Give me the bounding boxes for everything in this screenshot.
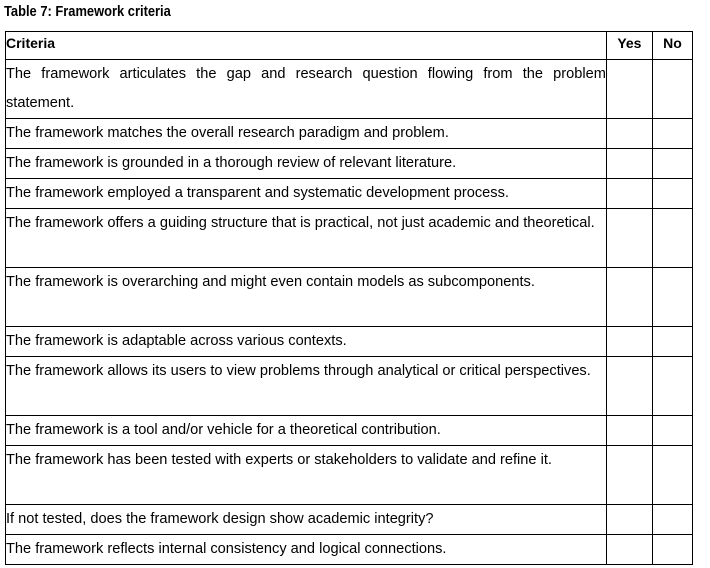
yes-checkbox-cell[interactable]	[606, 268, 652, 327]
no-checkbox-cell[interactable]	[652, 268, 692, 327]
yes-checkbox-cell[interactable]	[606, 60, 652, 119]
criteria-column-header: Criteria	[6, 32, 607, 60]
criterion-cell: The framework reflects internal consistency and logical connections.	[6, 535, 607, 565]
yes-column-header: Yes	[606, 32, 652, 60]
no-checkbox-cell[interactable]	[652, 505, 692, 535]
no-checkbox-cell[interactable]	[652, 179, 692, 209]
yes-checkbox-cell[interactable]	[606, 535, 652, 565]
yes-checkbox-cell[interactable]	[606, 179, 652, 209]
no-checkbox-cell[interactable]	[652, 416, 692, 446]
table-row	[6, 268, 693, 327]
table-row	[6, 446, 693, 505]
yes-checkbox-cell[interactable]	[606, 149, 652, 179]
table-row	[6, 416, 693, 446]
table-row	[6, 535, 693, 565]
no-checkbox-cell[interactable]	[652, 327, 692, 357]
criterion-cell: The framework allows its users to view problems through analytical or critical perspectives.	[6, 357, 607, 416]
no-checkbox-cell[interactable]	[652, 446, 692, 505]
table-row	[6, 357, 693, 416]
no-checkbox-cell[interactable]	[652, 60, 692, 119]
criterion-cell: The framework matches the overall research paradigm and problem.	[6, 119, 607, 149]
no-checkbox-cell[interactable]	[652, 535, 692, 565]
yes-checkbox-cell[interactable]	[606, 505, 652, 535]
criterion-cell: The framework is adaptable across various contexts.	[6, 327, 607, 357]
yes-checkbox-cell[interactable]	[606, 327, 652, 357]
criterion-cell: The framework offers a guiding structure that is practical, not just academic and theoretical.	[6, 209, 607, 268]
table-caption: Table 7: Framework criteria	[4, 3, 171, 20]
criterion-cell: The framework employed a transparent and systematic development process.	[6, 179, 607, 209]
table-row	[6, 209, 693, 268]
yes-checkbox-cell[interactable]	[606, 416, 652, 446]
no-checkbox-cell[interactable]	[652, 357, 692, 416]
criterion-cell: The framework is a tool and/or vehicle for a theoretical contribution.	[6, 416, 607, 446]
criterion-cell: The framework has been tested with experts or stakeholders to validate and refine it.	[6, 446, 607, 505]
framework-criteria-table	[5, 31, 693, 565]
criterion-cell: The framework articulates the gap and research question flowing from the problem statement.	[6, 60, 607, 119]
yes-checkbox-cell[interactable]	[606, 357, 652, 416]
table-row	[6, 149, 693, 179]
table-row	[6, 505, 693, 535]
no-column-header: No	[652, 32, 692, 60]
table-row	[6, 119, 693, 149]
no-checkbox-cell[interactable]	[652, 119, 692, 149]
criterion-cell: The framework is grounded in a thorough review of relevant literature.	[6, 149, 607, 179]
table-row	[6, 179, 693, 209]
criterion-cell: If not tested, does the framework design show academic integrity?	[6, 505, 607, 535]
yes-checkbox-cell[interactable]	[606, 209, 652, 268]
yes-checkbox-cell[interactable]	[606, 119, 652, 149]
no-checkbox-cell[interactable]	[652, 209, 692, 268]
criterion-cell: The framework is overarching and might even contain models as subcomponents.	[6, 268, 607, 327]
table-row	[6, 60, 693, 119]
no-checkbox-cell[interactable]	[652, 149, 692, 179]
table-row	[6, 327, 693, 357]
table-header-row	[6, 32, 693, 60]
yes-checkbox-cell[interactable]	[606, 446, 652, 505]
